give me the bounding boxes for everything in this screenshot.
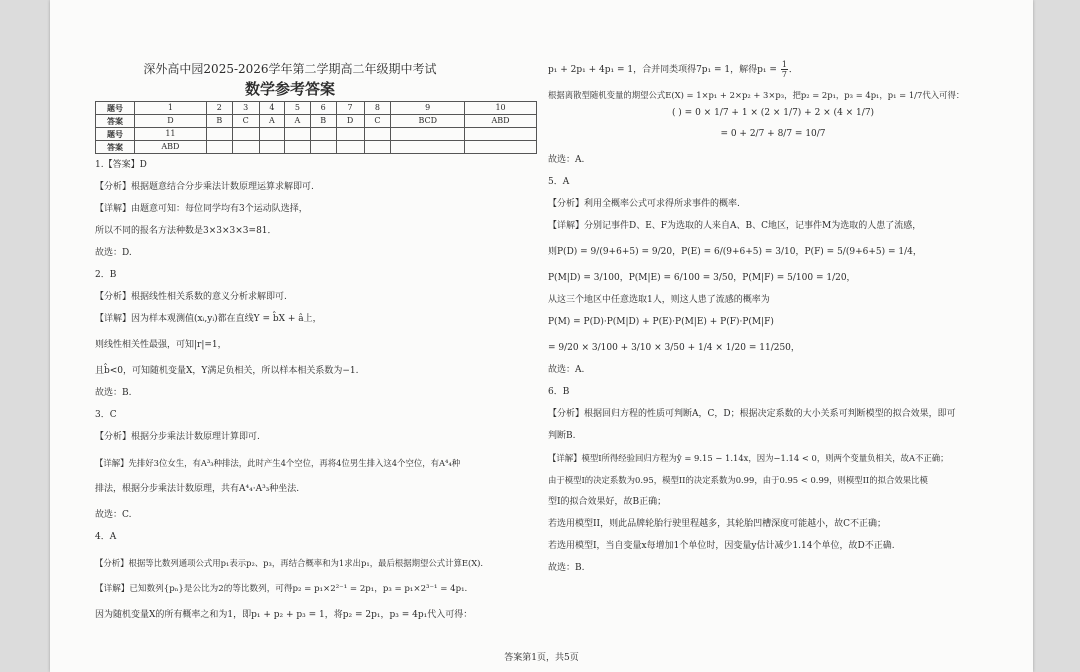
table-cell: BCD (391, 115, 465, 128)
answer-line: 因为随机变量X的所有概率之和为1，即p₁ + p₂ + p₃ = 1，将p₂ = 2p₁，p₃ = 4p₁代入可得： (95, 610, 473, 620)
table-cell: B (206, 115, 232, 128)
answer-line: 则P(D) = 9/(9+6+5) = 9/20，P(E) = 6/(9+6+5) = 3/10，P(F) = 5/(9+6+5) = 1/4， (548, 247, 922, 257)
table-cell: 2 (206, 102, 232, 115)
table-cell: D (336, 115, 364, 128)
table-cell: B (310, 115, 336, 128)
answer-line: 【详解】分别记事件D、E、F为选取的人来自A、B、C地区，记事件M为选取的人患了流感， (548, 221, 922, 231)
answer-line: 6．B (548, 387, 570, 397)
table-cell (259, 141, 285, 154)
answer-line: 若选用模型II，则此品牌轮胎行驶里程越多，其轮胎凹槽深度可能越小，故C不正确； (548, 519, 886, 529)
answer-line: 故选：A. (548, 365, 585, 375)
table-cell: 9 (391, 102, 465, 115)
table-header-cell: 题号 (96, 128, 135, 141)
table-cell (232, 141, 259, 154)
answer-line: 所以不同的报名方法种数是3×3×3×3=81． (95, 226, 277, 236)
table-cell (310, 128, 336, 141)
table-cell (465, 128, 537, 141)
equation-line: = 0 + 2/7 + 8/7 = 10/7 (720, 129, 826, 139)
table-cell: 7 (336, 102, 364, 115)
table-cell: 5 (285, 102, 311, 115)
fraction (781, 60, 788, 79)
answer-line: 故选：B. (95, 388, 132, 398)
table-row (96, 102, 537, 115)
left-column (95, 60, 535, 621)
answer-sheet-page (50, 0, 1033, 672)
answer-line: 【详解】由题意可知：每位同学均有3个运动队选择， (95, 204, 308, 214)
table-cell: 8 (364, 102, 391, 115)
answer-line: 【分析】利用全概率公式可求得所求事件的概率. (548, 199, 740, 209)
fraction-denominator: 7 (781, 70, 787, 79)
answer-line: p₁ + 2p₁ + 4p₁ = 1，合并同类项得7p₁ = 1，解得p₁ = $\frac{1}{7}$ ． (548, 60, 798, 79)
table-cell: 4 (259, 102, 285, 115)
answer-line: 【分析】根据线性相关系数的意义分析求解即可. (95, 292, 287, 302)
equation-line: ( ) = 0 × 1/7 + 1 × (2 × 1/7) + 2 × (4 × 1/7) (671, 108, 875, 118)
answer-line: 【分析】根据回归方程的性质可判断A，C，D；根据决定系数的大小关系可判断模型的拟合效果，即可 (548, 409, 956, 419)
table-cell: 11 (135, 128, 207, 141)
answer-line: 【详解】模型I所得经验回归方程为ŷ = 9.15 − 1.14x，因为−1.14 < 0，则两个变量负相关，故A不正确； (548, 453, 949, 463)
answer-line: P(M) = P(D)·P(M|D) + P(E)·P(M|E) + P(F)·P(M|F) (548, 317, 774, 327)
table-cell (336, 141, 364, 154)
table-cell: 10 (465, 102, 537, 115)
answer-line: 4．A (95, 532, 117, 542)
answer-line: 5．A (548, 177, 570, 187)
table-cell (391, 141, 465, 154)
table-cell (310, 141, 336, 154)
answer-line: 排法，根据分步乘法计数原理，共有A⁴₄·A³₃种坐法. (95, 484, 300, 494)
table-cell: 1 (135, 102, 207, 115)
answer-line: 且b̂<0，可知随机变量X，Y满足负相关，所以样本相关系数为−1. (95, 366, 359, 376)
answer-line: 从这三个地区中任意选取1人，则这人患了流感的概率为 (548, 295, 770, 305)
table-cell (336, 128, 364, 141)
answer-line: 【分析】根据分步乘法计数原理计算即可. (95, 432, 260, 442)
table-row (96, 115, 537, 128)
table-cell (364, 141, 391, 154)
answer-line: 判断B. (548, 431, 576, 441)
answer-line: 根据离散型随机变量的期望公式E(X) = 1×p₁ + 2×p₂ + 3×p₃，把p₂ = 2p₁，p₃ = 4p₁，p₁ = 1/7代入可得： (548, 90, 965, 100)
doc-subtitle: 数学参考答案 (244, 80, 335, 98)
table-cell (206, 141, 232, 154)
table-cell (285, 128, 311, 141)
answer-line: 故选：C. (95, 510, 132, 520)
fraction-numerator: 1 (781, 60, 787, 69)
table-header-cell: 题号 (96, 102, 135, 115)
table-cell (206, 128, 232, 141)
table-cell (391, 128, 465, 141)
table-cell: A (285, 115, 311, 128)
answer-text: p₁ + 2p₁ + 4p₁ = 1，合并同类项得7p₁ = 1，解得p₁ = (548, 65, 777, 75)
answer-line: 则线性相关性最强，可知|r|=1， (95, 340, 227, 350)
table-cell: 3 (232, 102, 259, 115)
right-column (548, 60, 998, 574)
table-row (96, 141, 537, 154)
answer-line: 1.【答案】D (95, 160, 147, 170)
table-cell: C (364, 115, 391, 128)
table-row (96, 128, 537, 141)
answer-line: 故选：D. (95, 248, 132, 258)
answer-line: 2．B (95, 270, 117, 280)
answer-line: 【详解】已知数列{pₙ}是公比为2的等比数列，可得p₂ = p₁×2²⁻¹ = 2p₁，p₃ = p₁×2³⁻¹ = 4p₁. (95, 584, 468, 594)
answer-line: 若选用模型I，当自变量x每增加1个单位时，因变量y估计减少1.14个单位，故D不正确. (548, 541, 895, 551)
answer-table (95, 101, 537, 154)
table-cell: ABD (465, 115, 537, 128)
table-cell: ABD (135, 141, 207, 154)
answer-line: 故选：B. (548, 563, 585, 573)
table-cell (364, 128, 391, 141)
table-cell (259, 128, 285, 141)
answer-line: 由于模型I的决定系数为0.95，模型II的决定系数为0.99，由于0.95 < 0.99，则模型II的拟合效果比模 (548, 475, 928, 485)
answer-line: 【分析】根据题意结合分步乘法计数原理运算求解即可. (95, 182, 314, 192)
answer-line: 【详解】因为样本观测值(xᵢ,yᵢ)都在直线Y = b̂X + â上， (95, 314, 322, 324)
table-header-cell: 答案 (96, 115, 135, 128)
table-cell (465, 141, 537, 154)
table-cell: A (259, 115, 285, 128)
answer-line: = 9/20 × 3/100 + 3/10 × 3/50 + 1/4 × 1/20 = 11/250， (548, 343, 800, 353)
table-cell: C (232, 115, 259, 128)
answer-line: 型I的拟合效果好，故B正确； (548, 497, 667, 507)
answer-line: 【分析】根据等比数列通项公式用p₁表示p₂、p₃，再结合概率和为1求出p₁，最后根据期望公式计算E(X). (95, 558, 484, 568)
table-cell (285, 141, 311, 154)
answer-line: 【详解】先排好3位女生，有A³₃种排法，此时产生4个空位，再将4位男生排入这4个空位，有A⁴₄种 (95, 458, 461, 468)
table-cell: 6 (310, 102, 336, 115)
answer-line: P(M|D) = 3/100，P(M|E) = 6/100 = 3/50，P(M|F) = 5/100 = 1/20， (548, 273, 856, 283)
table-cell (232, 128, 259, 141)
answer-line: 故选：A. (548, 155, 585, 165)
table-header-cell: 答案 (96, 141, 135, 154)
table-cell: D (135, 115, 207, 128)
page-footer: 答案第1页，共5页 (504, 653, 579, 663)
answer-line: 3．C (95, 410, 117, 420)
doc-title: 深外高中园2025-2026学年第二学期高二年级期中考试 (143, 62, 437, 76)
